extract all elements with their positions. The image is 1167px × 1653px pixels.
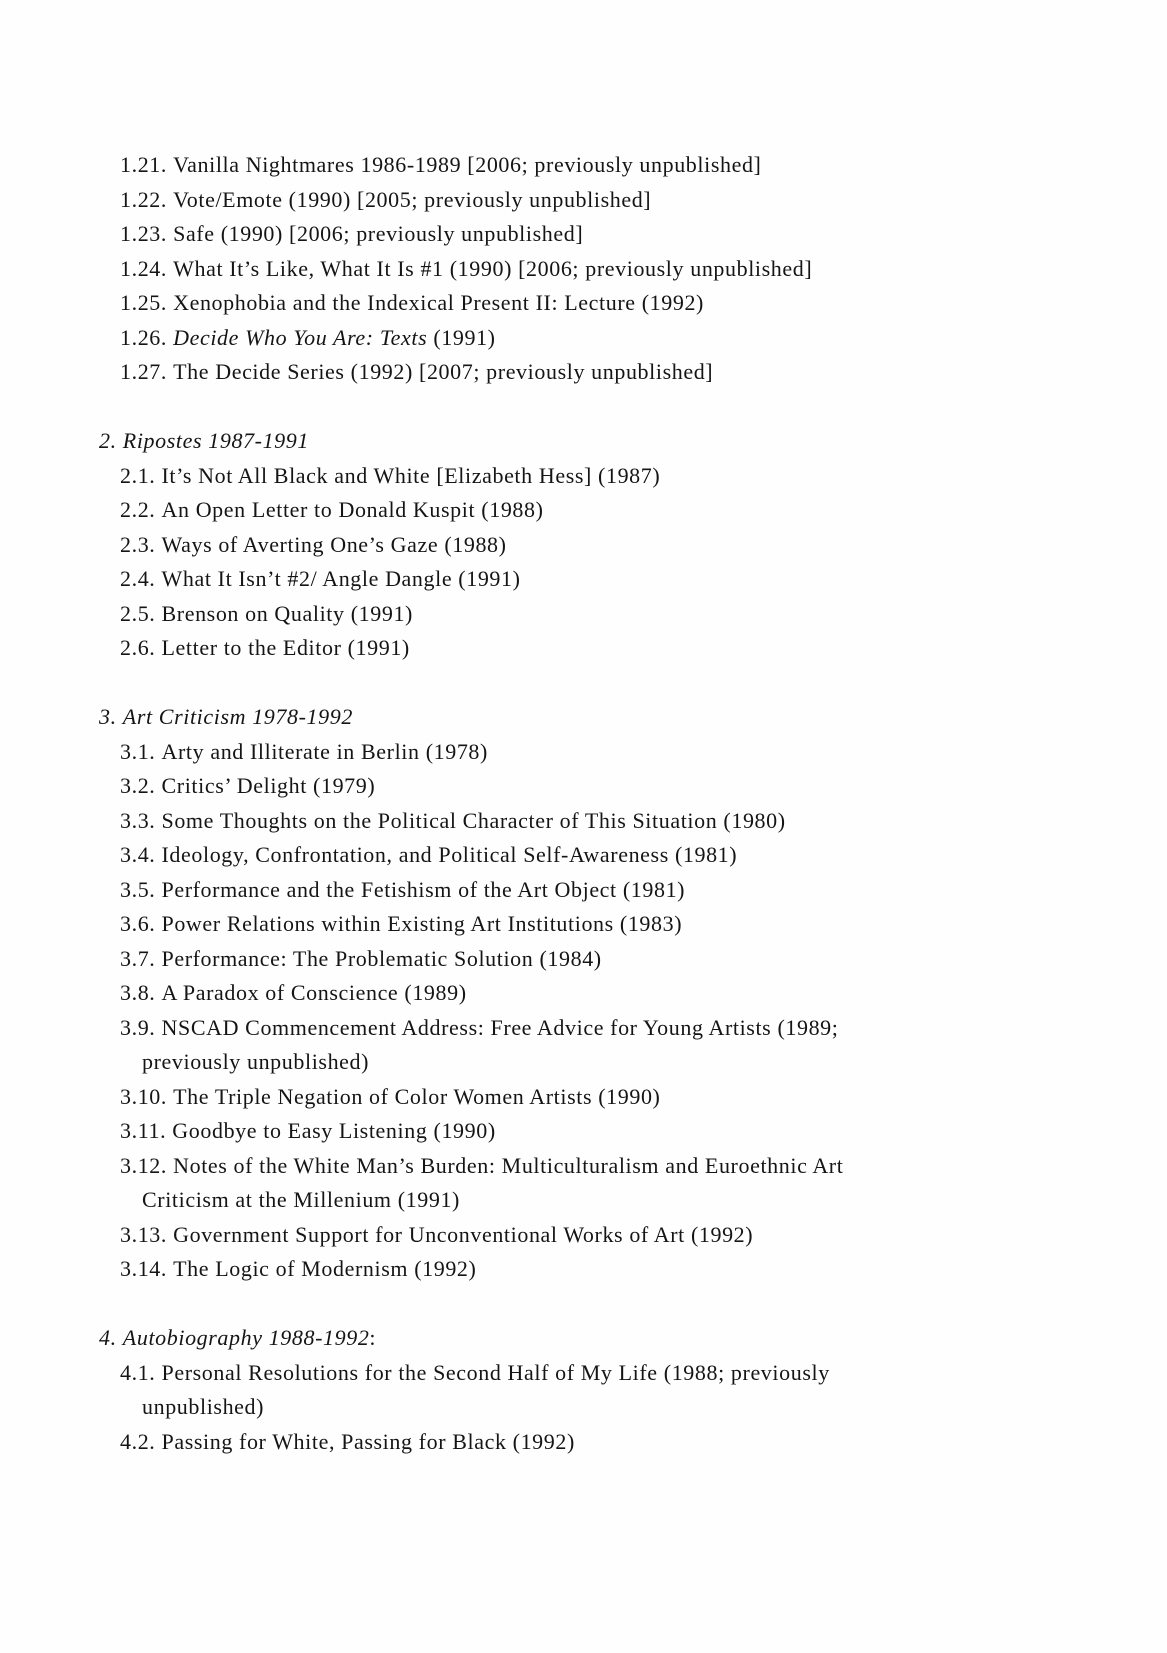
section-heading-text: 4. Autobiography 1988-1992 (99, 1325, 370, 1350)
item-title-segment: Vote/Emote (1990) [2005; previously unpublished] (173, 186, 652, 212)
item-title-segment: Passing for White, Passing for Black (1992) (161, 1428, 575, 1454)
item-number: 1.26. (120, 324, 174, 350)
toc-item (0, 597, 1080, 632)
toc-section (0, 700, 1080, 1287)
item-title-segment: NSCAD Commencement Address: Free Advice for Young Artists (1989; (161, 1014, 839, 1040)
item-number: 2.3. (120, 531, 162, 557)
toc-item (0, 1425, 1080, 1460)
toc-sections (0, 148, 1080, 1459)
section-heading (99, 1321, 1080, 1356)
item-number: 3.12. (120, 1152, 174, 1178)
item-title-segment: Critics’ Delight (1979) (161, 773, 376, 798)
toc-item (0, 1080, 1080, 1115)
item-title-segment: unpublished) (142, 1394, 265, 1419)
toc-section (0, 1321, 1080, 1459)
toc-item (0, 1218, 1080, 1253)
item-title-segment: Decide Who You Are: Texts (173, 324, 428, 350)
item-number: 3.9. (120, 1014, 162, 1040)
item-number: 2.6. (120, 635, 162, 660)
item-number: 1.27. (120, 359, 174, 384)
toc-item (0, 217, 1080, 252)
toc-item (0, 942, 1080, 977)
item-title-segment: Personal Resolutions for the Second Half of My Life (1988; previously (161, 1359, 830, 1385)
item-title-segment: It’s Not All Black and White [Elizabeth Hess] (1987) (161, 462, 661, 488)
item-number: 4.2. (120, 1428, 162, 1454)
item-title-segment: Letter to the Editor (1991) (161, 635, 410, 660)
section-heading-text: 2. Ripostes 1987-1991 (99, 428, 309, 453)
toc-item (0, 1011, 1080, 1080)
item-title-segment: The Decide Series (1992) [2007; previously unpublished] (173, 359, 714, 384)
item-number: 3.11. (120, 1118, 173, 1143)
item-title-segment: A Paradox of Conscience (1989) (161, 980, 467, 1005)
item-number: 3.13. (120, 1221, 174, 1247)
item-title-segment: Arty and Illiterate in Berlin (1978) (161, 738, 488, 764)
item-title-segment: Xenophobia and the Indexical Present II: Lecture (1992) (173, 290, 704, 315)
item-title-segment: Criticism at the Millenium (1991) (142, 1187, 460, 1212)
toc-item (0, 804, 1080, 839)
toc-item (0, 459, 1080, 494)
toc-item (0, 355, 1080, 390)
toc-item (0, 976, 1080, 1011)
item-number: 1.22. (120, 186, 174, 212)
item-number: 3.10. (120, 1083, 174, 1109)
item-number: 2.1. (120, 462, 162, 488)
toc-item (0, 1252, 1080, 1287)
section-heading (99, 424, 1080, 459)
item-title-segment: Ideology, Confrontation, and Political Self-Awareness (1981) (161, 842, 738, 867)
item-title-segment: Performance and the Fetishism of the Art Object (1981) (161, 876, 686, 902)
item-title-segment: An Open Letter to Donald Kuspit (1988) (161, 497, 544, 522)
item-title-segment: Notes of the White Man’s Burden: Multiculturalism and Euroethnic Art (173, 1152, 844, 1178)
item-title-segment: The Triple Negation of Color Women Artists (1990) (173, 1083, 661, 1109)
toc-section (0, 424, 1080, 666)
item-number: 3.4. (120, 842, 162, 867)
toc-item (0, 321, 1080, 356)
toc-item (0, 493, 1080, 528)
item-title-segment: previously unpublished) (142, 1049, 370, 1074)
item-title-segment: (1991) (427, 324, 496, 350)
item-title-segment: Vanilla Nightmares 1986-1989 [2006; previously unpublished] (173, 152, 762, 177)
item-title-segment: Ways of Averting One’s Gaze (1988) (161, 531, 507, 557)
toc-item (0, 562, 1080, 597)
toc-item (0, 148, 1080, 183)
section-heading (99, 700, 1080, 735)
item-number: 4.1. (120, 1359, 162, 1385)
item-number: 2.4. (120, 566, 162, 591)
toc-item (0, 1114, 1080, 1149)
item-number: 2.5. (120, 600, 162, 626)
item-title-segment: Goodbye to Easy Listening (1990) (172, 1118, 496, 1143)
toc-item (0, 1356, 1080, 1425)
section-heading-suffix: : (369, 1325, 377, 1350)
item-title-segment: Power Relations within Existing Art Institutions (1983) (161, 911, 683, 936)
toc-item (0, 735, 1080, 770)
item-number: 3.1. (120, 738, 162, 764)
item-title-segment: What It Isn’t #2/ Angle Dangle (1991) (161, 566, 521, 591)
item-title-segment: Performance: The Problematic Solution (1984) (161, 945, 602, 971)
toc-item (0, 873, 1080, 908)
toc-item (0, 1149, 1080, 1218)
toc-item (0, 286, 1080, 321)
toc-item (0, 183, 1080, 218)
item-number: 1.23. (120, 221, 174, 246)
item-number: 3.3. (120, 807, 162, 833)
item-number: 3.6. (120, 911, 162, 936)
item-title-segment: Safe (1990) [2006; previously unpublished] (173, 221, 584, 246)
toc-item (0, 252, 1080, 287)
toc-item (0, 631, 1080, 666)
item-number: 3.8. (120, 980, 162, 1005)
item-title-segment: Brenson on Quality (1991) (161, 600, 413, 626)
item-number: 1.24. (120, 255, 174, 281)
toc-item (0, 838, 1080, 873)
toc-item (0, 769, 1080, 804)
toc-section (0, 148, 1080, 390)
item-number: 1.25. (120, 290, 174, 315)
item-number: 1.21. (120, 152, 174, 177)
item-title-segment: The Logic of Modernism (1992) (173, 1256, 477, 1281)
item-number: 3.2. (120, 773, 162, 798)
toc-item (0, 528, 1080, 563)
item-number: 2.2. (120, 497, 162, 522)
item-number: 3.7. (120, 945, 162, 971)
item-number: 3.5. (120, 876, 162, 902)
section-heading-text: 3. Art Criticism 1978-1992 (99, 704, 353, 729)
item-number: 3.14. (120, 1256, 174, 1281)
toc-item (0, 907, 1080, 942)
item-title-segment: Some Thoughts on the Political Character of This Situation (1980) (161, 807, 786, 833)
item-title-segment: What It’s Like, What It Is #1 (1990) [2006; previously unpublished] (173, 255, 813, 281)
item-title-segment: Government Support for Unconventional Works of Art (1992) (173, 1221, 754, 1247)
